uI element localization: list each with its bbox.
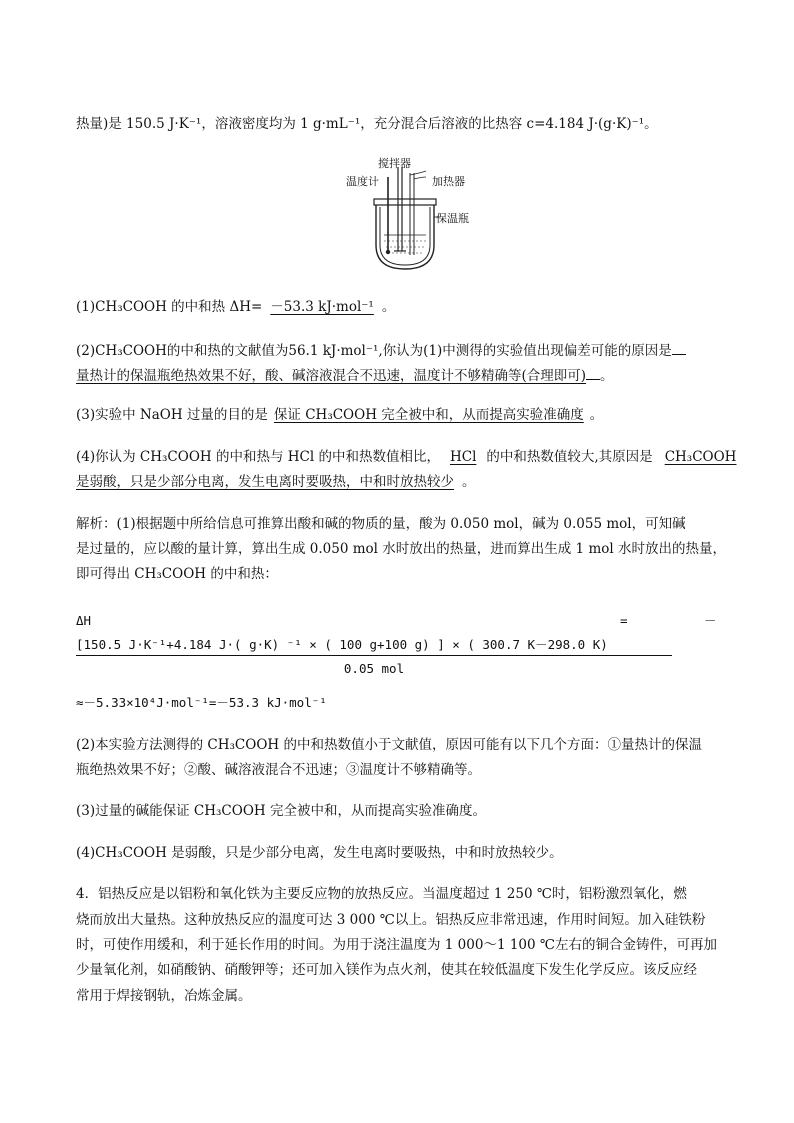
solution-2-line-1: (2)本实验方法测得的 CH₃COOH 的中和热数值小于文献值，原因可能有以下几个方面：①量热计的保温 (76, 737, 702, 753)
q2-answer: 量热计的保温瓶绝热效果不好，酸、碱溶液混合不迅速，温度计不够精确等(合理即可) (76, 368, 587, 384)
flask-label: 保温瓶 (436, 212, 469, 225)
q4-answer-1: HCl (449, 449, 477, 465)
q1-end: 。 (381, 299, 396, 315)
fraction-bar (76, 655, 672, 656)
q4-answer-2a: CH₃COOH (664, 449, 737, 465)
q2-blank-start (672, 339, 686, 355)
intro-line: 热量)是 150.5 J·K⁻¹，溶液密度均为 1 g·mL⁻¹，充分混合后溶液的比热容 c=4.184 J·(g·K)⁻¹。 (76, 116, 658, 132)
para-4-line-1: 4．铝热反应是以铝粉和氧化铁为主要反应物的放热反应。当温度超过 1 250 ℃时，铝粉激烈氧化，燃 (76, 886, 687, 902)
thermometer-label: 温度计 (346, 175, 379, 188)
q3-end: 。 (589, 407, 604, 423)
calorimeter-figure (340, 155, 470, 275)
solution-1-line-1: 解析：(1)根据题中所给信息可推算出酸和碱的物质的量，酸为 0.050 mol，碱为 0.055 mol，可知碱 (76, 516, 686, 532)
question-4-line-1 (76, 447, 737, 467)
q1-answer: －53.3 kJ·mol⁻¹ (270, 299, 374, 315)
question-4-line-2 (76, 472, 721, 492)
para-4-line-3: 时，可使作用缓和，利于延长作用的时间。为用于浇注温度为 1 000～1 100 ℃左右的铜合金铸件，可再加 (76, 937, 717, 953)
question-1 (76, 297, 721, 317)
solution-1-line-2: 是过量的，应以酸的量计算，算出生成 0.050 mol 水时放出的热量，进而算出生成 1 mol 水时放出的热量， (76, 541, 726, 557)
q2-blank-end (586, 364, 600, 380)
q3-answer: 保证 CH₃COOH 完全被中和，从而提高实验准确度 (273, 407, 584, 423)
question-2-line-2 (76, 364, 721, 386)
approx-result: ≈－5.33×10⁴J·mol⁻¹=－53.3 kJ·mol⁻¹ (76, 695, 327, 710)
q3-text: (3)实验中 NaOH 过量的目的是 (76, 407, 268, 423)
q4-answer-2b: 是弱酸，只是少部分电离，发生电离时要吸热，中和时放热较少 (76, 474, 454, 490)
fraction-numerator: [150.5 J·K⁻¹+4.184 J·( g·K) ⁻¹ × ( 100 g+100 g) ] × ( 300.7 K－298.0 K) (76, 637, 608, 652)
delta-h-equals: = (620, 613, 628, 628)
q2-end: 。 (600, 368, 614, 384)
heater-label: 加热器 (432, 175, 465, 188)
para-4-line-4: 少量氧化剂，如硝酸钠、硝酸钾等；还可加入镁作为点火剂，使其在较低温度下发生化学反应。该反应经 (76, 962, 697, 978)
delta-h-label: ΔH (76, 613, 92, 628)
solution-1-line-3: 即可得出 CH₃COOH 的中和热： (76, 566, 278, 582)
solution-4: (4)CH₃COOH 是弱酸，只是少部分电离，发生电离时要吸热，中和时放热较少。 (76, 845, 563, 861)
delta-h-minus: － (704, 613, 717, 628)
solution-2-line-2: 瓶绝热效果不好；②酸、碱溶液混合不迅速；③温度计不够精确等。 (76, 762, 481, 778)
q1-text: (1)CH₃COOH 的中和热 ΔH= (76, 299, 263, 315)
q4-mid-text: 的中和热数值较大,其原因是 (486, 449, 653, 465)
para-4-line-5: 常用于焊接钢轨，冶炼金属。 (76, 988, 252, 1004)
stirrer-label: 搅拌器 (378, 157, 411, 170)
q4-end: 。 (462, 474, 476, 490)
q2-text: (2)CH₃COOH的中和热的文献值为56.1 kJ·mol⁻¹,你认为(1)中测得的实验值出现偏差可能的原因是 (76, 343, 672, 359)
q4-text: (4)你认为 CH₃COOH 的中和热与 HCl 的中和热数值相比， (76, 449, 440, 465)
question-2-line-1 (76, 339, 721, 361)
para-4-line-2: 烧而放出大量热。这种放热反应的温度可达 3 000 ℃以上。铝热反应非常迅速，作用时间短。加入硅铁粉 (76, 912, 706, 928)
solution-3: (3)过量的碱能保证 CH₃COOH 完全被中和，从而提高实验准确度。 (76, 803, 486, 819)
question-3 (76, 405, 721, 425)
fraction-denominator: 0.05 mol (343, 661, 405, 676)
